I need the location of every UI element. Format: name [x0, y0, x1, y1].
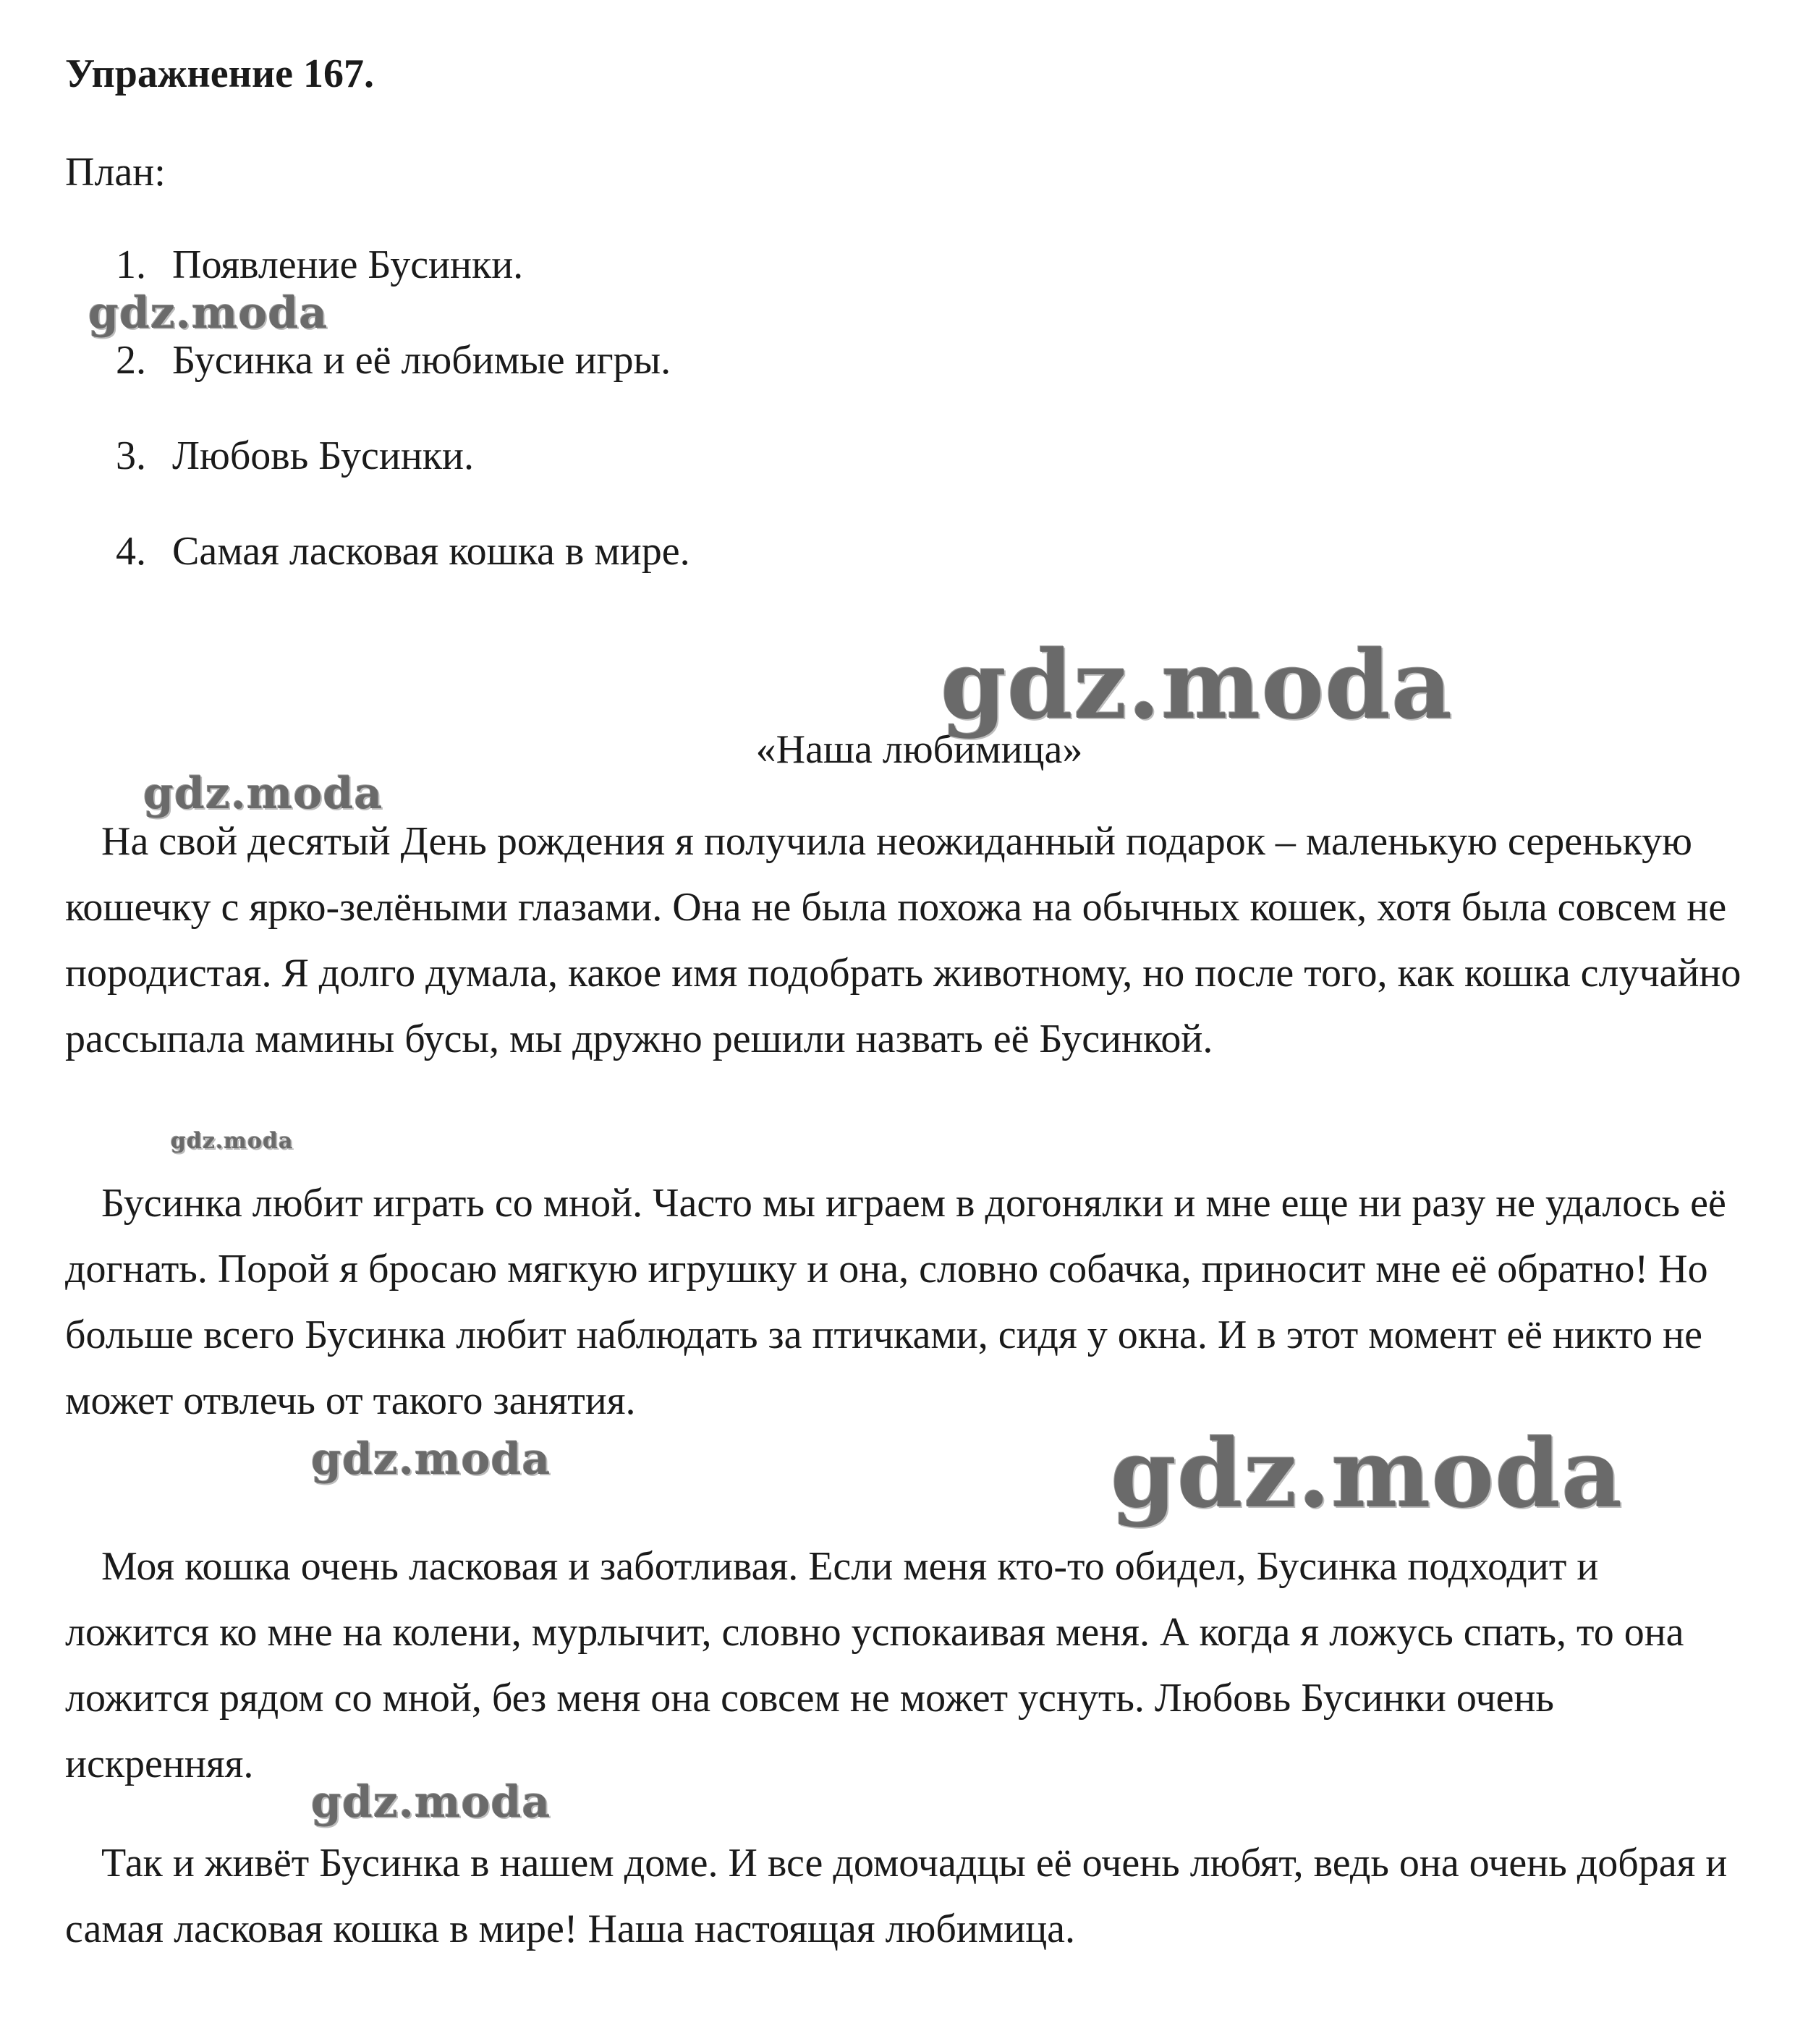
plan-label: План:: [65, 150, 166, 195]
plan-item: [116, 331, 690, 427]
plan-item-number: 1.: [116, 242, 146, 287]
story-paragraph: Бусинка любит играть со мной. Часто мы играем в догонялки и мне еще ни разу не удалось её догнать. Порой я бросаю мягкую игрушку и она, словно собачка, приносит мне её обратно! Но больше всего Бусинка любит наблюдать за птичками, сидя у окна. И в этот момент её никто не может отвлечь от такого занятия.: [65, 1181, 1726, 1423]
plan-item-number: 4.: [116, 529, 146, 574]
watermark-logo: gdz.moda: [1111, 1418, 1624, 1529]
plan-item: [116, 522, 690, 618]
plan-item-text: Бусинка и её любимые игры.: [172, 338, 671, 383]
story-title: «Наша любимица»: [755, 727, 1083, 772]
story-paragraph: Моя кошка очень ласковая и заботливая. Если меня кто-то обидел, Бусинка подходит и ложится ко мне на колени, мурлычит, словно успокаивая меня. А когда я ложусь спать, то она ложится рядом со мной, без меня она совсем не может уснуть. Любовь Бусинки очень искренняя.: [65, 1544, 1684, 1786]
watermark-logo: gdz.moda: [143, 768, 383, 819]
watermark-logo: gdz.moda: [941, 629, 1454, 740]
plan-item-number: 2.: [116, 338, 146, 383]
story-paragraph: Так и живёт Бусинка в нашем доме. И все домочадцы её очень любят, ведь она очень добрая и самая ласковая кошка в мире! Наша настоящая любимица.: [65, 1841, 1728, 1951]
watermark-logo: gdz.moda: [311, 1434, 551, 1485]
watermark-logo: gdz.moda: [171, 1129, 294, 1154]
watermark-logo: gdz.moda: [88, 288, 328, 339]
exercise-heading: Упражнение 167.: [65, 51, 375, 96]
watermark-logo: gdz.moda: [311, 1777, 551, 1828]
plan-item-text: Любовь Бусинки.: [172, 433, 475, 478]
plan-item: [116, 427, 690, 522]
plan-item-text: Появление Бусинки.: [172, 242, 524, 287]
plan-item-text: Самая ласковая кошка в мире.: [172, 529, 690, 574]
plan-item-number: 3.: [116, 433, 146, 478]
story-paragraph: На свой десятый День рождения я получила неожиданный подарок – маленькую серенькую кошечку с ярко-зелёными глазами. Она не была похожа на обычных кошек, хотя была совсем не породистая. Я долго думала, какое имя подобрать животному, но после того, как кошка случайно рассыпала мамины бусы, мы дружно решили назвать её Бусинкой.: [65, 819, 1741, 1061]
